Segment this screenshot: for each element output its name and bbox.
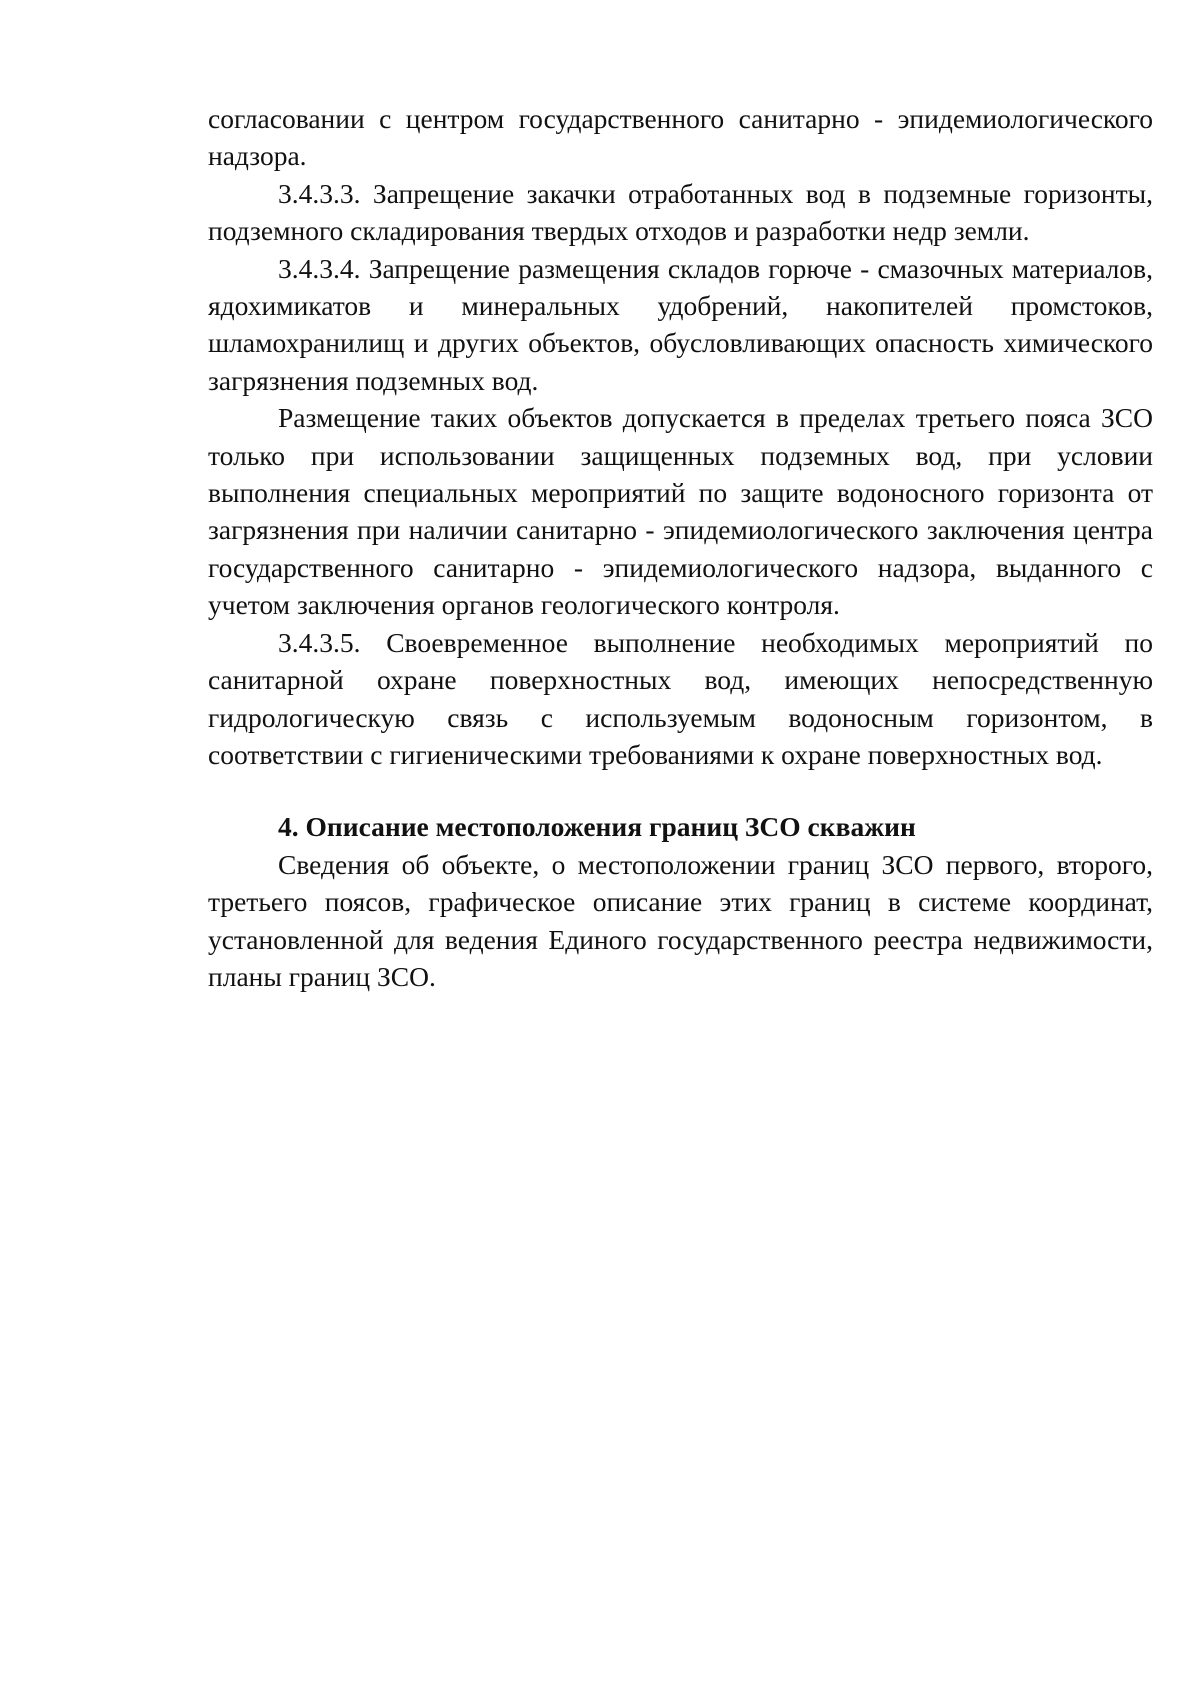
document-body: [208, 100, 1153, 995]
paragraph-3-4-3-4: 3.4.3.4. Запрещение размещения складов горюче - смазочных материалов, ядохимикатов и минеральных удобрений, накопителей промстоков, шламохранилищ и других объектов, обусловливающих опасность химического загрязнения подземных вод.: [208, 252, 1153, 396]
paragraph-placement-conditions: Размещение таких объектов допускается в пределах третьего пояса ЗСО только при использовании защищенных подземных вод, при условии выполнения специальных мероприятий по защите водоносного горизонта от загрязнения при наличии санитарно - эпидемиологического заключения центра государственного санитарно - эпидемиологического надзора, выданного с учетом заключения органов геологического контроля.: [208, 402, 1153, 621]
paragraph-3-4-3-5: 3.4.3.5. Своевременное выполнение необходимых мероприятий по санитарной охране поверхностных вод, имеющих непосредственную гидрологическую связь с используемым водоносным горизонтом, в соответствии с гигиеническими требованиями к охране поверхностных вод.: [208, 626, 1153, 770]
section-4-heading: 4. Описание местоположения границ ЗСО скважин: [278, 811, 916, 843]
section-4-text: Сведения об объекте, о местоположении границ ЗСО первого, второго, третьего поясов, графическое описание этих границ в системе координат, установленной для ведения Единого государственного реестра недвижимости, планы границ ЗСО.: [208, 848, 1153, 992]
paragraph-3-4-3-3: 3.4.3.3. Запрещение закачки отработанных вод в подземные горизонты, подземного складирования твердых отходов и разработки недр земли.: [208, 177, 1153, 247]
paragraph-continuation: согласовании с центром государственного санитарно - эпидемиологического надзора.: [208, 103, 1153, 172]
